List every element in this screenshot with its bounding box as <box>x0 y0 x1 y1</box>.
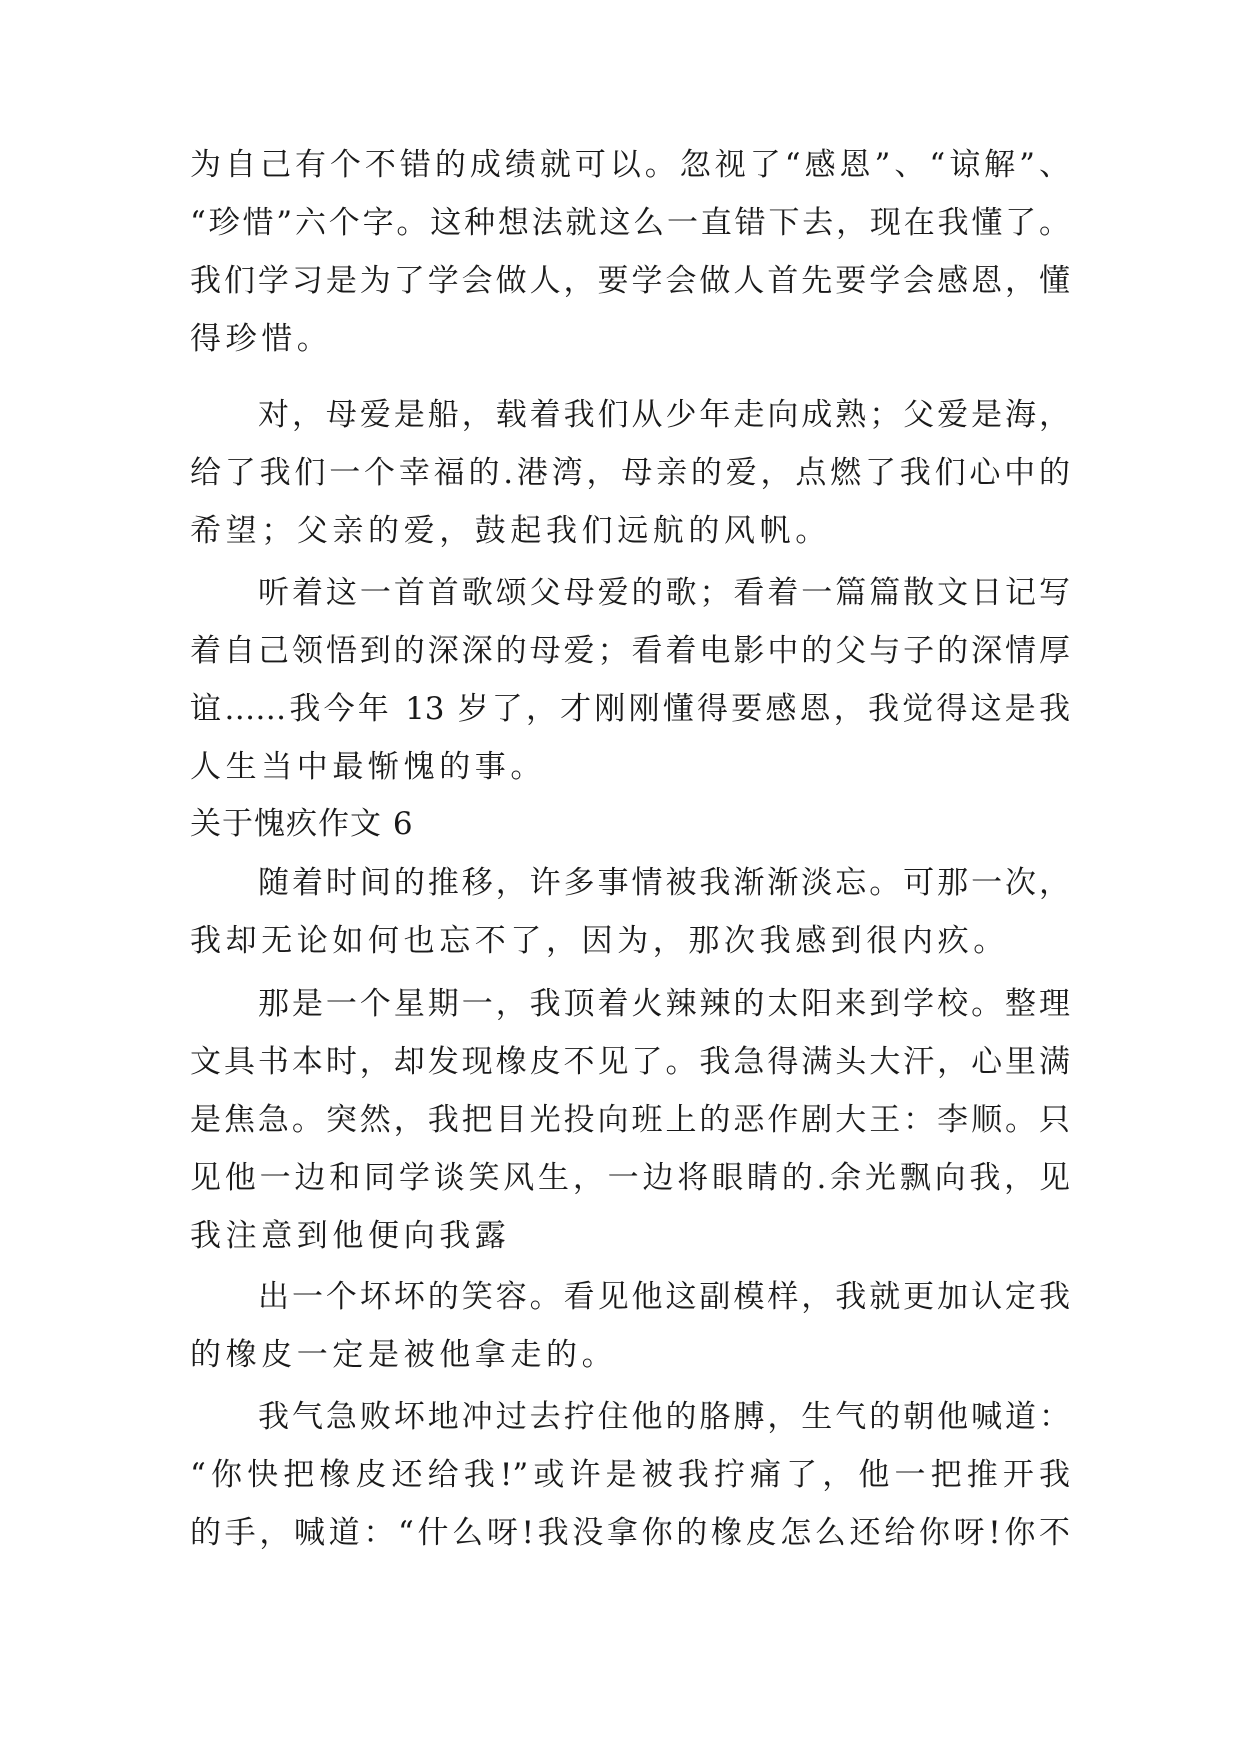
text-line: 得珍惜。 <box>190 321 333 357</box>
text-line: 为自己有个不错的成绩就可以。忽视了“感恩”、“谅解”、 <box>190 147 1070 183</box>
text-line: “你快把橡皮还给我!”或许是被我拧痛了，他一把推开我 <box>190 1457 1070 1493</box>
text-line: 我注意到他便向我露 <box>190 1218 511 1254</box>
text-line: 我们学习是为了学会做人，要学会做人首先要学会感恩，懂 <box>190 263 1070 299</box>
text-line: 随着时间的推移，许多事情被我渐渐淡忘。可那一次， <box>258 865 1070 901</box>
text-line: 的手，喊道：“什么呀!我没拿你的橡皮怎么还给你呀!你不 <box>190 1515 1070 1551</box>
text-line: 见他一边和同学谈笑风生，一边将眼睛的.余光飘向我，见 <box>190 1160 1070 1196</box>
text-line: 人生当中最惭愧的事。 <box>190 749 546 785</box>
section-heading: 关于愧疚作文 6 <box>190 806 414 842</box>
text-line: “珍惜”六个字。这种想法就这么一直错下去，现在我懂了。 <box>190 205 1070 241</box>
text-line: 那是一个星期一，我顶着火辣辣的太阳来到学校。整理 <box>258 986 1070 1022</box>
text-line: 我气急败坏地冲过去拧住他的胳膊，生气的朝他喊道： <box>258 1399 1070 1435</box>
text-line: 听着这一首首歌颂父母爱的歌；看着一篇篇散文日记写 <box>258 575 1070 611</box>
text-line: 希望；父亲的爱，鼓起我们远航的风帆。 <box>190 513 831 549</box>
text-line: 我却无论如何也忘不了，因为，那次我感到很内疚。 <box>190 923 1009 959</box>
text-line: 是焦急。突然，我把目光投向班上的恶作剧大王：李顺。只 <box>190 1102 1070 1138</box>
text-line: 对，母爱是船，载着我们从少年走向成熟；父爱是海， <box>258 397 1070 433</box>
text-line: 出一个坏坏的笑容。看见他这副模样，我就更加认定我 <box>258 1279 1070 1315</box>
text-line: 的橡皮一定是被他拿走的。 <box>190 1337 618 1373</box>
text-line: 谊……我今年 13 岁了，才刚刚懂得要感恩，我觉得这是我 <box>190 691 1070 727</box>
text-line: 着自己领悟到的深深的母爱；看着电影中的父与子的深情厚 <box>190 633 1070 669</box>
text-line: 给了我们一个幸福的.港湾，母亲的爱，点燃了我们心中的 <box>190 455 1070 491</box>
text-line: 文具书本时，却发现橡皮不见了。我急得满头大汗，心里满 <box>190 1044 1070 1080</box>
